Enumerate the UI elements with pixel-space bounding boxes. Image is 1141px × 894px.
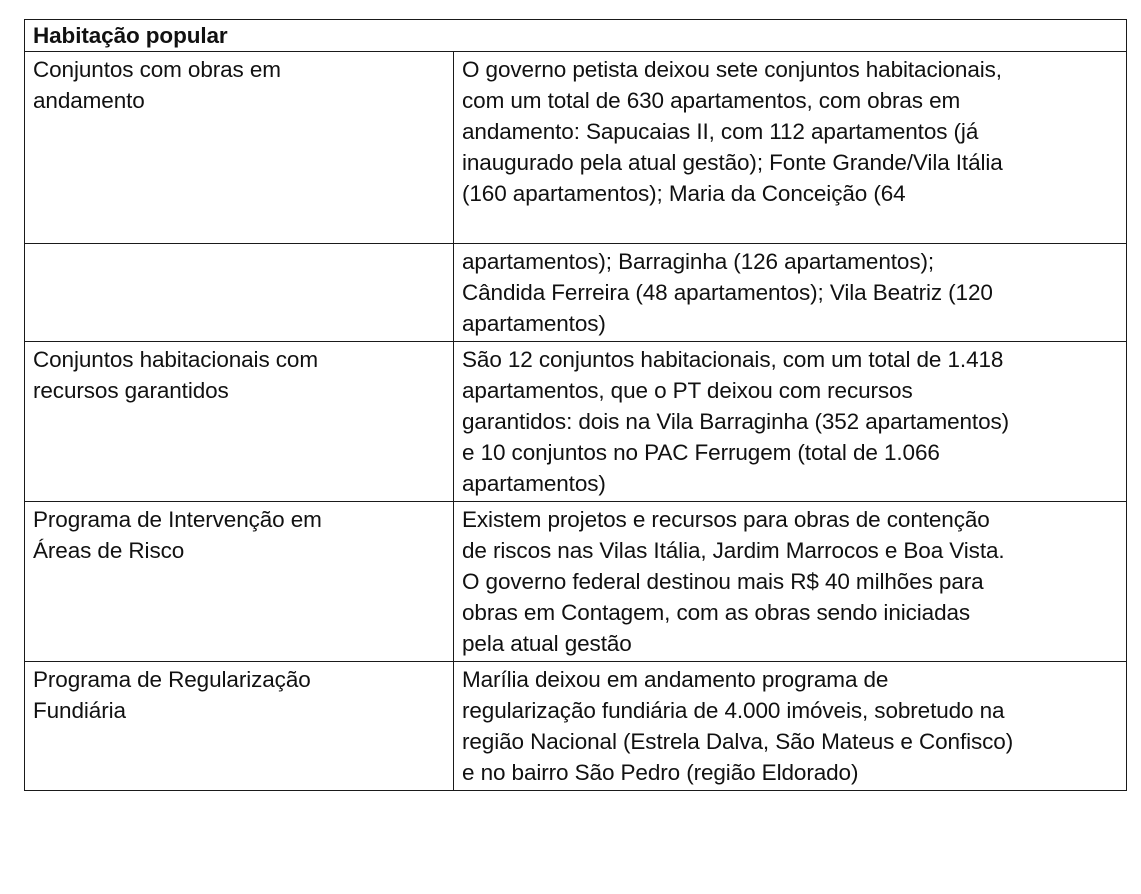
row-description bbox=[454, 502, 1127, 662]
row-description bbox=[454, 52, 1127, 244]
description-line: (160 apartamentos); Maria da Conceição (64 bbox=[462, 181, 906, 206]
row-label bbox=[25, 662, 454, 791]
row-description bbox=[454, 244, 1127, 342]
description-line: inaugurado pela atual gestão); Fonte Grande/Vila Itália bbox=[462, 150, 1003, 175]
description-line: regularização fundiária de 4.000 imóveis, sobretudo na bbox=[462, 698, 1005, 723]
table-row bbox=[25, 244, 1127, 342]
description-line: garantidos: dois na Vila Barraginha (352 apartamentos) bbox=[462, 409, 1010, 434]
description-line: região Nacional (Estrela Dalva, São Mateus e Confisco) bbox=[462, 729, 1014, 754]
description-line: andamento: Sapucaias II, com 112 apartamentos (já bbox=[462, 119, 979, 144]
table-row bbox=[25, 52, 1127, 244]
label-line: Fundiária bbox=[33, 698, 126, 723]
label-line: recursos garantidos bbox=[33, 378, 229, 403]
description-line: Cândida Ferreira (48 apartamentos); Vila Beatriz (120 bbox=[462, 280, 993, 305]
housing-table bbox=[24, 19, 1127, 791]
description-line: de riscos nas Vilas Itália, Jardim Marrocos e Boa Vista. bbox=[462, 538, 1005, 563]
row-label bbox=[25, 244, 454, 342]
row-label bbox=[25, 52, 454, 244]
label-line: Conjuntos habitacionais com bbox=[33, 347, 318, 372]
description-line: apartamentos) bbox=[462, 311, 606, 336]
label-line: andamento bbox=[33, 88, 145, 113]
description-line: obras em Contagem, com as obras sendo iniciadas bbox=[462, 600, 971, 625]
table-row bbox=[25, 342, 1127, 502]
description-line: apartamentos, que o PT deixou com recursos bbox=[462, 378, 913, 403]
description-line: apartamentos) bbox=[462, 471, 606, 496]
label-line: Programa de Regularização bbox=[33, 667, 311, 692]
label-line: Conjuntos com obras em bbox=[33, 57, 281, 82]
description-line: O governo petista deixou sete conjuntos habitacionais, bbox=[462, 57, 1002, 82]
table-header-row bbox=[25, 20, 1127, 52]
description-line: com um total de 630 apartamentos, com obras em bbox=[462, 88, 961, 113]
row-label bbox=[25, 502, 454, 662]
label-line: Programa de Intervenção em bbox=[33, 507, 322, 532]
table-row bbox=[25, 662, 1127, 791]
label-line: Áreas de Risco bbox=[33, 538, 185, 563]
description-line: e 10 conjuntos no PAC Ferrugem (total de 1.066 bbox=[462, 440, 940, 465]
row-label bbox=[25, 342, 454, 502]
table-row bbox=[25, 502, 1127, 662]
row-description bbox=[454, 662, 1127, 791]
description-line: São 12 conjuntos habitacionais, com um total de 1.418 bbox=[462, 347, 1004, 372]
description-line: pela atual gestão bbox=[462, 631, 632, 656]
description-line: Existem projetos e recursos para obras de contenção bbox=[462, 507, 990, 532]
table-title: Habitação popular bbox=[25, 20, 1127, 52]
row-description bbox=[454, 342, 1127, 502]
description-line: apartamentos); Barraginha (126 apartamentos); bbox=[462, 249, 935, 274]
description-line: e no bairro São Pedro (região Eldorado) bbox=[462, 760, 859, 785]
description-line: O governo federal destinou mais R$ 40 milhões para bbox=[462, 569, 984, 594]
description-line: Marília deixou em andamento programa de bbox=[462, 667, 889, 692]
